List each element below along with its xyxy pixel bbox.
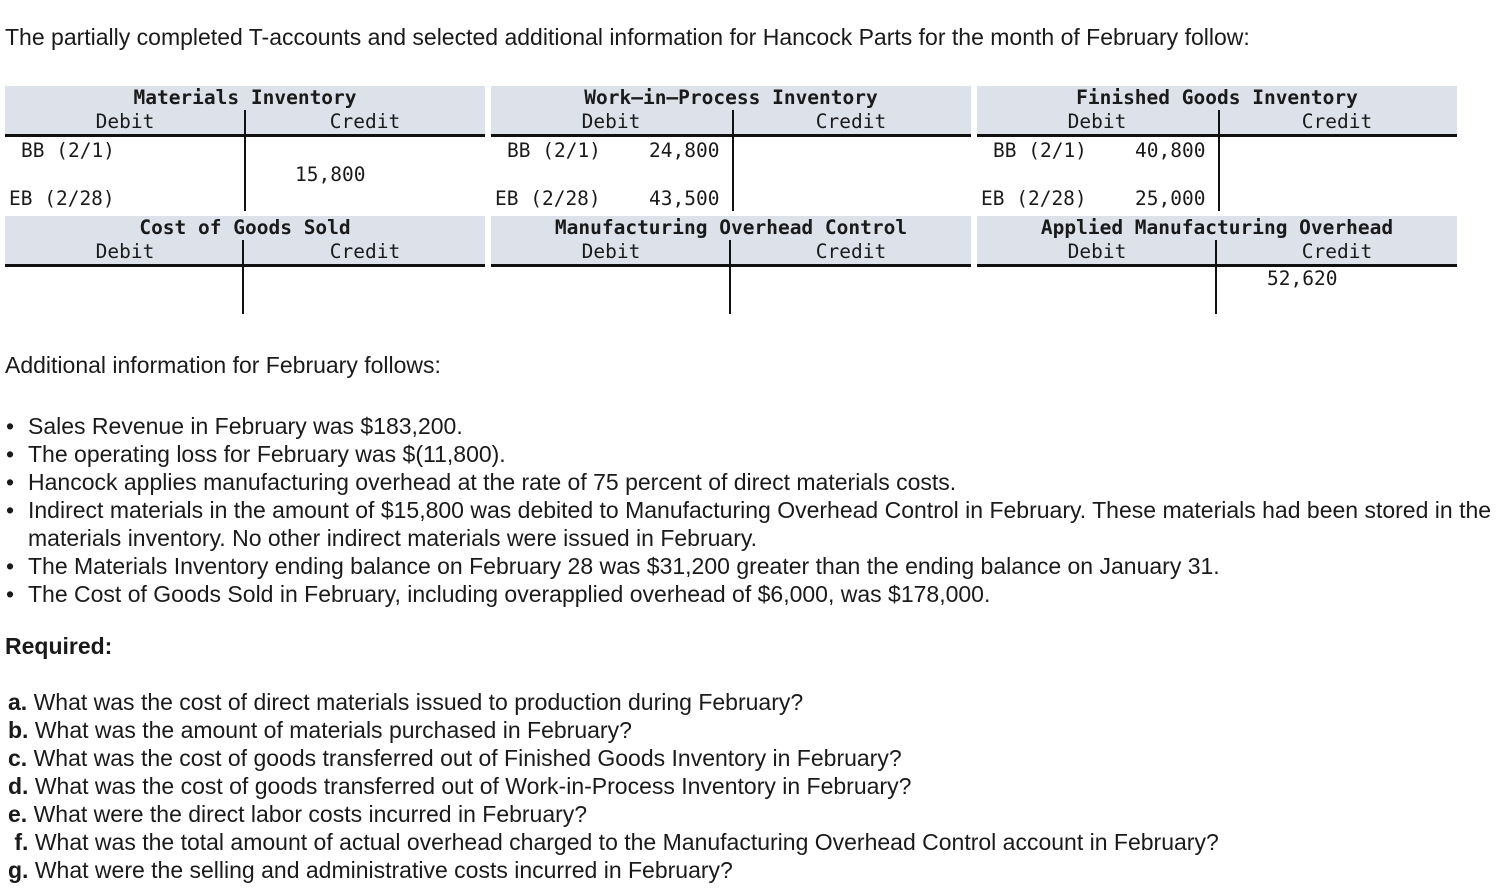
- question-label: b.: [8, 717, 29, 743]
- ending-balance-amount: 25,000: [1135, 187, 1206, 210]
- question-label: g.: [8, 857, 29, 883]
- ending-balance-label: EB (2/28): [9, 187, 115, 210]
- list-item-text: Sales Revenue in February was $183,200.: [28, 413, 463, 439]
- credit-label: Credit: [329, 240, 401, 263]
- t-account-title: Finished Goods Inventory: [1076, 86, 1358, 109]
- t-account-manufacturing-overhead-control: [491, 216, 971, 314]
- intro-text: The partially completed T-accounts and selected additional information for Hancock Parts for the month of February follow:: [5, 24, 1250, 50]
- question-list: [8, 688, 1219, 884]
- debit-label: Debit: [1067, 240, 1127, 263]
- question-text: What was the total amount of actual overhead charged to the Manufacturing Overhead Control account in February?: [28, 829, 1219, 855]
- bullet-icon: •: [6, 441, 15, 467]
- list-item: [0, 468, 1493, 496]
- t-account-title: Applied Manufacturing Overhead: [1040, 216, 1394, 239]
- bullet-icon: •: [6, 413, 15, 439]
- list-item: [0, 412, 1493, 440]
- t-account-header: [977, 86, 1457, 137]
- credit-amount: 52,620: [1267, 267, 1338, 290]
- t-account-title: Materials Inventory: [133, 86, 357, 109]
- t-account-header: [491, 86, 971, 137]
- t-account-applied-manufacturing-overhead: [977, 216, 1457, 314]
- beginning-balance-label: BB (2/1): [993, 139, 1087, 162]
- question-item: [8, 856, 1219, 884]
- question-text: What was the cost of goods transferred out of Work-in-Process Inventory in February?: [28, 773, 912, 799]
- ending-balance-amount: 43,500: [649, 187, 720, 210]
- question-item: [8, 688, 1219, 716]
- question-item: [8, 772, 1219, 800]
- question-item: [8, 716, 1219, 744]
- list-item-text: Hancock applies manufacturing overhead at the rate of 75 percent of direct materials costs.: [28, 469, 957, 495]
- list-item: [0, 580, 1493, 608]
- ending-balance-label: EB (2/28): [981, 187, 1087, 210]
- credit-amount: 15,800: [295, 163, 366, 186]
- t-account-header: [977, 216, 1457, 267]
- t-account-finished-goods-inventory: [977, 86, 1457, 211]
- beginning-balance-amount: 40,800: [1135, 139, 1206, 162]
- debit-label: Debit: [95, 110, 155, 133]
- question-label: a.: [8, 689, 28, 715]
- beginning-balance-amount: 24,800: [649, 139, 720, 162]
- beginning-balance-label: BB (2/1): [21, 139, 115, 162]
- bullet-icon: •: [6, 469, 15, 495]
- debit-label: Debit: [581, 110, 641, 133]
- question-text: What was the cost of direct materials issued to production during February?: [27, 689, 804, 715]
- bullet-icon: •: [6, 581, 15, 607]
- bullet-icon: •: [6, 553, 15, 579]
- question-item: [8, 744, 1219, 772]
- additional-info-list: [0, 412, 1493, 608]
- credit-label: Credit: [815, 110, 887, 133]
- question-text: What were the direct labor costs incurred in February?: [27, 801, 588, 827]
- question-label: f.: [8, 829, 29, 855]
- debit-label: Debit: [95, 240, 155, 263]
- question-item: [8, 800, 1219, 828]
- t-account-header: [491, 216, 971, 267]
- beginning-balance-label: BB (2/1): [507, 139, 601, 162]
- t-account-title: Cost of Goods Sold: [139, 216, 351, 239]
- question-text: What were the selling and administrative costs incurred in February?: [28, 857, 733, 883]
- question-text: What was the amount of materials purchased in February?: [28, 717, 632, 743]
- question-item: [8, 828, 1219, 856]
- credit-label: Credit: [329, 110, 401, 133]
- t-account-work-in-process-inventory: [491, 86, 971, 211]
- question-text: What was the cost of goods transferred out of Finished Goods Inventory in February?: [27, 745, 902, 771]
- debit-label: Debit: [1067, 110, 1127, 133]
- required-heading: Required:: [5, 633, 113, 659]
- t-account-materials-inventory: [5, 86, 485, 211]
- t-account-cost-of-goods-sold: [5, 216, 485, 314]
- question-label: d.: [8, 773, 29, 799]
- question-label: c.: [8, 745, 28, 771]
- t-account-header: [5, 216, 485, 267]
- question-label: e.: [8, 801, 28, 827]
- bullet-icon: •: [6, 497, 15, 523]
- list-item-text: The operating loss for February was $(11,800).: [28, 441, 506, 467]
- credit-label: Credit: [1301, 110, 1373, 133]
- credit-label: Credit: [815, 240, 887, 263]
- t-account-title: Manufacturing Overhead Control: [554, 216, 908, 239]
- list-item-text: The Cost of Goods Sold in February, including overapplied overhead of $6,000, was $178,000.: [28, 581, 991, 607]
- credit-label: Credit: [1301, 240, 1373, 263]
- list-item-text: The Materials Inventory ending balance on February 28 was $31,200 greater than the ending balance on January 31.: [28, 553, 1220, 579]
- t-account-title: Work–in–Process Inventory: [584, 86, 878, 109]
- debit-label: Debit: [581, 240, 641, 263]
- list-item: [0, 552, 1493, 580]
- ending-balance-label: EB (2/28): [495, 187, 601, 210]
- list-item-text: Indirect materials in the amount of $15,800 was debited to Manufacturing Overhead Control in February. These materials had been stored in the materials inventory. No other indirect materials were issued in February.: [28, 497, 1492, 551]
- additional-info-heading: Additional information for February follows:: [5, 352, 441, 378]
- list-item: [0, 440, 1493, 468]
- list-item: [0, 496, 1493, 552]
